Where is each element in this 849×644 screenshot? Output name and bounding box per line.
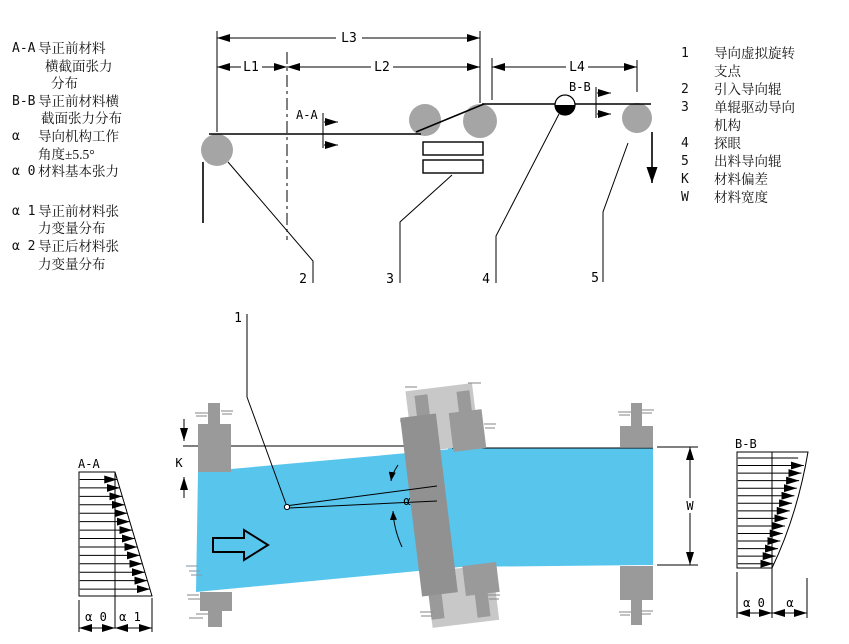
legend-line: 导正前材料张	[38, 203, 119, 219]
legend-key: A-A	[12, 41, 36, 56]
legend-line: 导正后材料张	[38, 238, 119, 254]
legend-line: 导向虚拟旋转	[714, 46, 795, 61]
alpha-label: α	[786, 596, 794, 610]
legend-line: 分布	[51, 76, 78, 92]
legend-key: α 1	[12, 203, 36, 219]
legend-key: α	[12, 128, 20, 144]
part-number-5: 5	[591, 271, 599, 286]
alpha1-label: α 1	[119, 610, 141, 624]
leader-part4	[496, 114, 559, 283]
legend-line: 导向机构工作	[38, 128, 119, 144]
legend-line: 角度±5.5°	[38, 146, 95, 162]
legend-key: α 0	[12, 164, 36, 180]
legend-line: 横截面张力	[45, 58, 113, 74]
part-number-2: 2	[299, 272, 307, 287]
virtual-pivot-point	[284, 504, 289, 509]
legend-line: 材料宽度	[714, 190, 768, 205]
part-number-4: 4	[482, 272, 490, 287]
alpha0-label: α 0	[743, 596, 765, 610]
legend-key: W	[681, 190, 689, 205]
legend-line: 材料偏差	[714, 172, 768, 187]
section-label-aa: A-A	[296, 108, 318, 122]
dim-label-l3: L3	[341, 31, 357, 46]
part-number-1: 1	[234, 311, 242, 326]
drive-unit-upper	[423, 142, 483, 155]
profile-aa-title: A-A	[78, 457, 100, 471]
dim-label-l2: L2	[374, 60, 390, 75]
alpha0-label: α 0	[85, 610, 107, 624]
legend-line: 单辊驱动导向	[714, 100, 795, 115]
drive-roller-right	[463, 104, 497, 138]
profile-bb	[735, 437, 808, 618]
legend-key: 2	[681, 82, 689, 97]
dim-label-l4: L4	[569, 60, 585, 75]
legend-line: 引入导向辊	[714, 82, 782, 97]
legend-key: B-B	[12, 93, 36, 109]
legend-key: 3	[681, 100, 689, 115]
web-straight-section	[448, 448, 653, 567]
legend-line: 探眼	[714, 136, 741, 151]
top-schematic	[201, 31, 652, 287]
legend-line: 出料导向辊	[714, 154, 782, 169]
legend-line: 材料基本张力	[38, 164, 119, 180]
part-number-3: 3	[386, 272, 394, 287]
guide-bottom-block-right	[462, 562, 499, 596]
leader-part2	[228, 162, 313, 283]
dim-label-l1: L1	[243, 60, 259, 75]
legend-line: 机构	[714, 118, 741, 133]
legend-line: 导正前材料横	[38, 93, 119, 109]
outfeed-guide-roller	[622, 103, 652, 133]
legend-line: 力变量分布	[38, 221, 106, 237]
legend-key: K	[681, 172, 689, 187]
legend-line: 力变量分布	[38, 256, 106, 272]
drive-unit-lower	[423, 160, 483, 173]
legend-key: 5	[681, 154, 689, 169]
legend-key: 1	[681, 46, 689, 61]
legend-line: 截面张力分布	[41, 111, 122, 127]
legend-key: 4	[681, 136, 689, 151]
bottom-plan-view	[175, 311, 698, 628]
angle-alpha-label: α	[403, 494, 411, 508]
legend-line: 导正前材料	[38, 41, 106, 56]
leader-part3	[400, 175, 452, 283]
k-label: K	[175, 456, 183, 470]
legend-key: α 2	[12, 238, 36, 254]
drive-roller-left	[409, 104, 441, 136]
leader-part5	[603, 143, 628, 282]
sensor-eye-half	[555, 105, 575, 115]
section-label-bb: B-B	[569, 80, 591, 94]
profile-aa	[78, 457, 152, 632]
w-label: W	[686, 499, 694, 513]
guide-top-block-right	[449, 409, 487, 452]
profile-bb-title: B-B	[735, 437, 757, 451]
legend-line: 支点	[714, 64, 741, 79]
infeed-guide-roller	[201, 134, 233, 166]
